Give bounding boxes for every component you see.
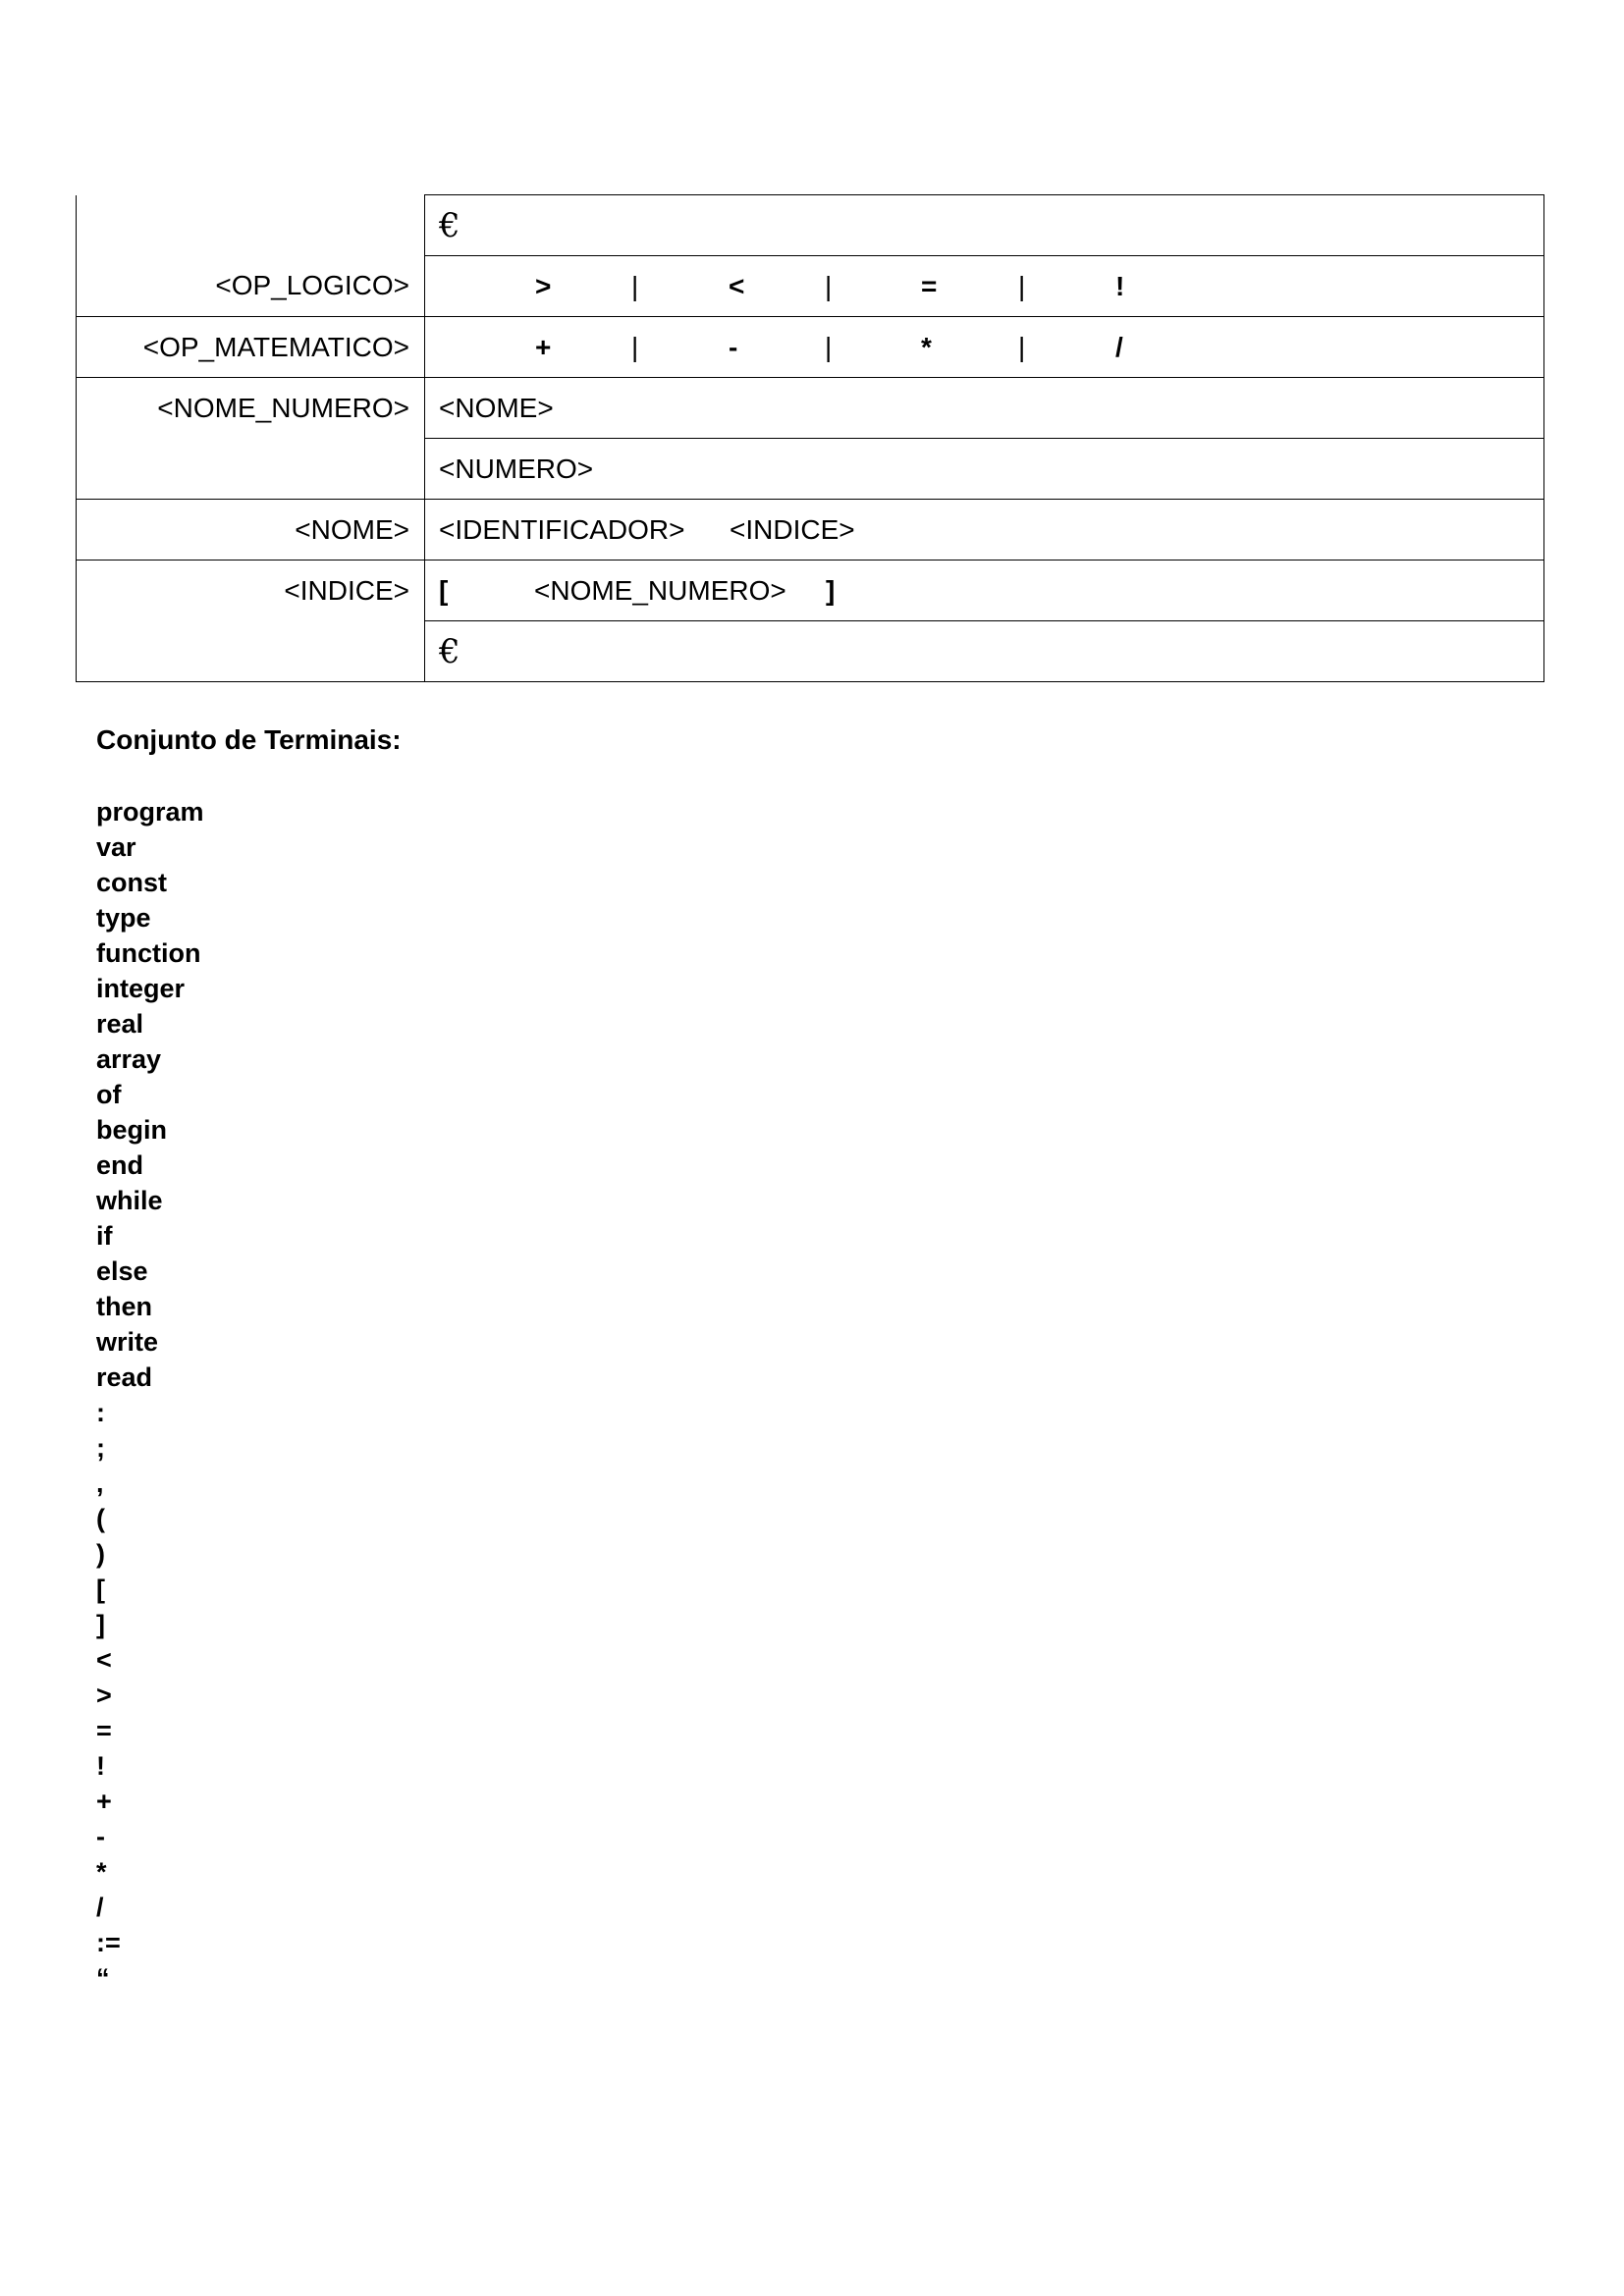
terminal-symbol: * bbox=[921, 331, 932, 362]
list-item: < bbox=[96, 1645, 112, 1675]
production-cell bbox=[425, 256, 1544, 317]
list-item: else bbox=[96, 1256, 148, 1286]
list-item: then bbox=[96, 1292, 152, 1321]
nonterminal-symbol: <NUMERO> bbox=[439, 453, 594, 484]
list-item: begin bbox=[96, 1115, 167, 1145]
table-row bbox=[77, 195, 1544, 256]
nonterminal-cell bbox=[77, 439, 425, 500]
terminal-symbol: = bbox=[921, 270, 938, 301]
nonterminal-cell: <NOME_NUMERO> bbox=[77, 378, 425, 439]
list-item: > bbox=[96, 1681, 112, 1710]
alternative-separator: | bbox=[1018, 331, 1026, 362]
list-item: = bbox=[96, 1716, 112, 1745]
nonterminal-cell: <INDICE> bbox=[77, 561, 425, 621]
alternative-separator: | bbox=[825, 331, 833, 362]
nonterminal-cell: <OP_MATEMATICO> bbox=[77, 317, 425, 378]
table-row bbox=[77, 317, 1544, 378]
list-item: write bbox=[96, 1327, 159, 1357]
terminal-symbol: [ bbox=[439, 574, 449, 606]
production-cell bbox=[425, 561, 1544, 621]
epsilon-symbol: € bbox=[439, 631, 460, 671]
terminal-symbol: - bbox=[729, 331, 738, 362]
table-row bbox=[77, 378, 1544, 439]
terminal-symbol: / bbox=[1115, 331, 1123, 362]
list-item: end bbox=[96, 1150, 144, 1180]
production-cell bbox=[425, 378, 1544, 439]
table-row bbox=[77, 500, 1544, 561]
alternative-separator: | bbox=[825, 270, 833, 301]
nonterminal-cell bbox=[77, 195, 425, 256]
list-item: + bbox=[96, 1787, 112, 1816]
nonterminal-cell bbox=[77, 621, 425, 682]
terminal-symbol: > bbox=[535, 270, 552, 301]
terminal-symbol: ! bbox=[1115, 270, 1125, 301]
production-cell bbox=[425, 195, 1544, 256]
list-item: type bbox=[96, 903, 151, 933]
epsilon-symbol: € bbox=[439, 205, 460, 245]
nonterminal-cell: <OP_LOGICO> bbox=[77, 256, 425, 317]
list-item: ] bbox=[96, 1610, 105, 1639]
list-item: var bbox=[96, 832, 136, 862]
list-item: * bbox=[96, 1857, 107, 1887]
nonterminal-symbol: <NOME> bbox=[439, 392, 554, 423]
grammar-table bbox=[76, 194, 1544, 682]
list-item: ( bbox=[96, 1504, 105, 1533]
list-item: if bbox=[96, 1221, 113, 1251]
list-item: - bbox=[96, 1822, 105, 1851]
list-item: , bbox=[96, 1468, 104, 1498]
list-item: function bbox=[96, 938, 201, 968]
terminal-symbol: ] bbox=[826, 574, 836, 606]
terminal-symbol: + bbox=[535, 331, 552, 362]
list-item: : bbox=[96, 1398, 105, 1427]
production-cell bbox=[425, 500, 1544, 561]
list-item: ! bbox=[96, 1751, 105, 1781]
list-item: of bbox=[96, 1080, 122, 1109]
list-item: [ bbox=[96, 1575, 105, 1604]
nonterminal-cell: <NOME> bbox=[77, 500, 425, 561]
terminal-list bbox=[96, 794, 204, 1996]
nonterminal-symbol: <INDICE> bbox=[730, 513, 855, 545]
list-item: “ bbox=[96, 1963, 110, 1993]
list-item: while bbox=[96, 1186, 163, 1215]
list-item: read bbox=[96, 1362, 153, 1392]
production-cell bbox=[425, 317, 1544, 378]
table-row bbox=[77, 256, 1544, 317]
list-item: program bbox=[96, 797, 204, 827]
alternative-separator: | bbox=[631, 331, 639, 362]
nonterminal-symbol: <IDENTIFICADOR> bbox=[439, 513, 685, 545]
production-cell bbox=[425, 439, 1544, 500]
nonterminal-symbol: <NOME_NUMERO> bbox=[534, 574, 786, 606]
alternative-separator: | bbox=[631, 270, 639, 301]
table-row bbox=[77, 621, 1544, 682]
production-cell bbox=[425, 621, 1544, 682]
terminal-symbol: < bbox=[729, 270, 745, 301]
table-row bbox=[77, 561, 1544, 621]
section-title: Conjunto de Terminais: bbox=[96, 724, 402, 755]
list-item: ; bbox=[96, 1433, 105, 1463]
list-item: array bbox=[96, 1044, 162, 1074]
alternative-separator: | bbox=[1018, 270, 1026, 301]
table-row bbox=[77, 439, 1544, 500]
list-item: / bbox=[96, 1893, 104, 1922]
list-item: integer bbox=[96, 974, 186, 1003]
list-item: real bbox=[96, 1009, 144, 1039]
list-item: := bbox=[96, 1928, 121, 1957]
list-item: ) bbox=[96, 1539, 105, 1569]
list-item: const bbox=[96, 868, 168, 897]
